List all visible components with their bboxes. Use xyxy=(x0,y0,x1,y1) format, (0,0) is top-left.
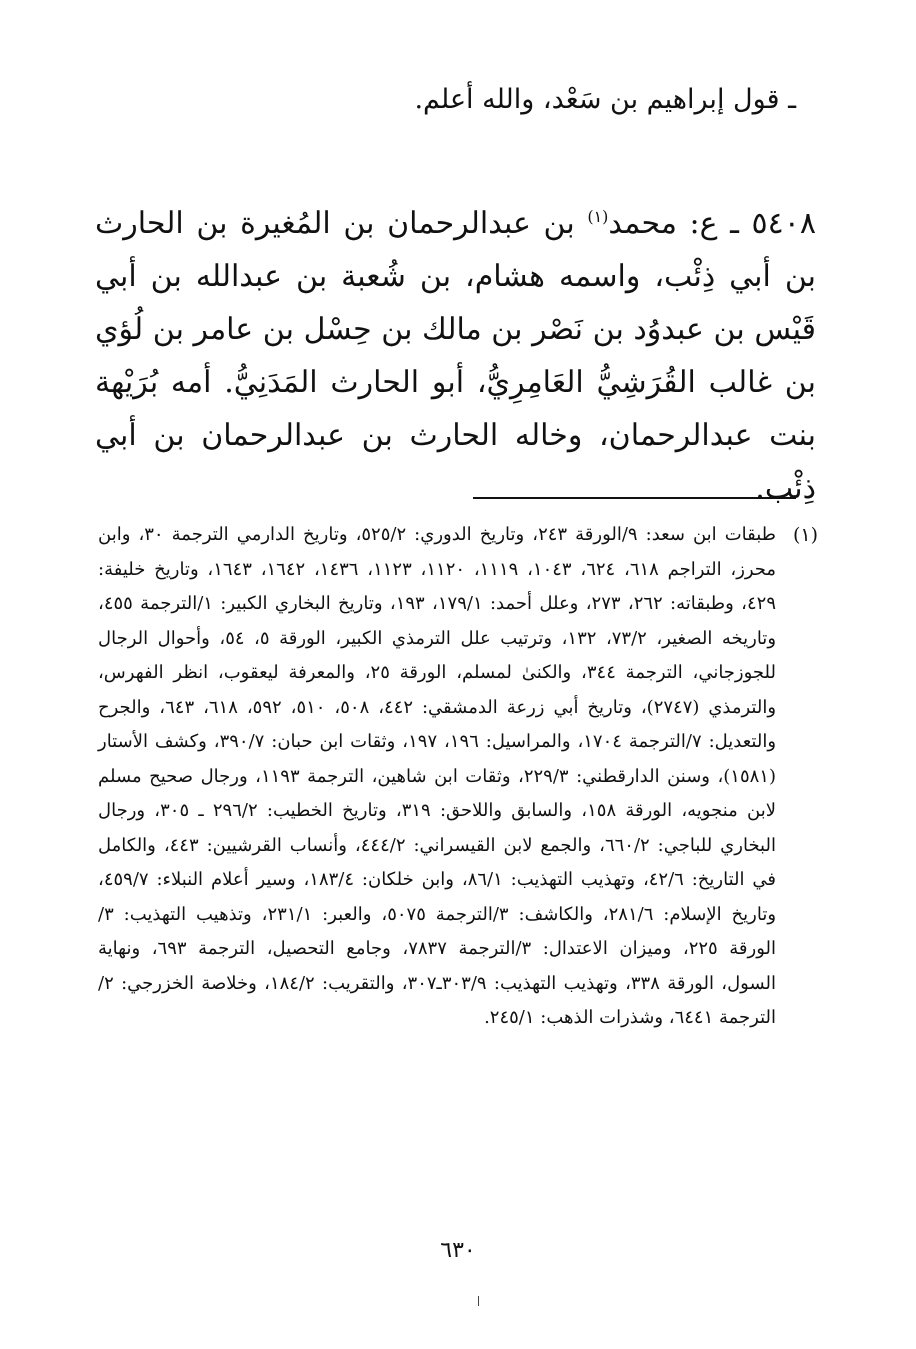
footnote-separator xyxy=(473,497,796,499)
page-number: ٦٣٠ xyxy=(440,1238,476,1263)
footnote-number: (١) xyxy=(792,524,818,546)
entry-text: بن عبدالرحمان بن المُغيرة بن الحارث بن أبي ذِئْب، واسمه هشام، بن شُعبة بن عبدالله بن أبي قَيْس بن عبدوُد بن نَصْر بن مالك بن حِسْل بن عامر بن لُؤي بن غالب القُرَشِيُّ العَامِرِيُّ، أبو الحارث المَدَنِيُّ. أمه بُرَيْهة بنت عبدالرحمان، وخاله الحارث بن عبدالرحمان بن أبي ذِئْب. xyxy=(95,206,816,506)
footnote-reference: (١) xyxy=(587,207,609,226)
entry-lead: ٥٤٠٨ ـ ع: محمد xyxy=(608,206,816,241)
footnote xyxy=(98,518,816,1036)
entry-paragraph xyxy=(95,190,816,515)
previous-entry-closing-line: ـ قول إبراهيم بن سَعْد، والله أعلم. xyxy=(414,84,796,115)
footnote-text: طبقات ابن سعد: ٩/الورقة ٢٤٣، وتاريخ الدوري: ٥٢٥/٢، وتاريخ الدارمي الترجمة ٣٠، وابن محرز، التراجم ٦١٨، ٦٢٤، ١٠٤٣، ١١١٩، ١١٢٠، ١١٢٣، ١٤٣٦، ١٦٤٢، ١٦٤٣، وتاريخ خليفة: ٤٢٩، وطبقاته: ٢٦٢، ٢٧٣، وعلل أحمد: ١٧٩/١، ١٩٣، وتاريخ البخاري الكبير: ١/الترجمة ٤٥٥، وتاريخه الصغير، ٧٣/٢، ١٣٢، وترتيب علل الترمذي الكبير، الورقة ٥، ٥٤، وأحوال الرجال للجوزجاني، الترجمة ٣٤٤، والكنىٰ لمسلم، الورقة ٢٥، والمعرفة ليعقوب، انظر الفهرس، والترمذي (٢٧٤٧)، وتاريخ أبي زرعة الدمشقي: ٤٤٢، ٥٠٨، ٥١٠، ٥٩٢، ٦١٨، ٦٤٣، والجرح والتعديل: ٧/الترجمة ١٧٠٤، والمراسيل: ١٩٦، ١٩٧، وثقات ابن حبان: ٣٩٠/٧، وكشف الأستار (١٥٨١)، وسنن الدارقطني: ٢٢٩/٣، وثقات ابن شاهين، الترجمة ١١٩٣، ورجال صحيح مسلم لابن منجويه، الورقة ١٥٨، والسابق واللاحق: ٣١٩، وتاريخ الخطيب: ٢٩٦/٢ ـ ٣٠٥، ورجال البخاري للباجي: ٦٦٠/٢، والجمع لابن القيسراني: ٤٤٤/٢، وأنساب القرشيين: ٤٤٣، والكامل في التاريخ: ٤٢/٦، وتهذيب التهذيب: ٨٦/١، وابن خلكان: ١٨٣/٤، وسير أعلام النبلاء: ٤٥٩/٧، وتاريخ الإسلام: ٢٨١/٦، والكاشف: ٣/الترجمة ٥٠٧٥، والعبر: ٢٣١/١، وتذهيب التهذيب: ٣/الورقة ٢٢٥، وميزان الاعتدال: ٣/الترجمة ٧٨٣٧، وجامع التحصيل، الترجمة ٦٩٣، ونهاية السول، الورقة ٣٣٨، وتهذيب التهذيب: ٣٠٣/٩ـ٣٠٧، والتقريب: ١٨٤/٢، وخلاصة الخزرجي: ٢/الترجمة ٦٤٤١، وشذرات الذهب: ٢٤٥/١. xyxy=(98,524,777,1028)
biography-entry xyxy=(95,190,816,515)
scan-mark xyxy=(478,1296,479,1306)
